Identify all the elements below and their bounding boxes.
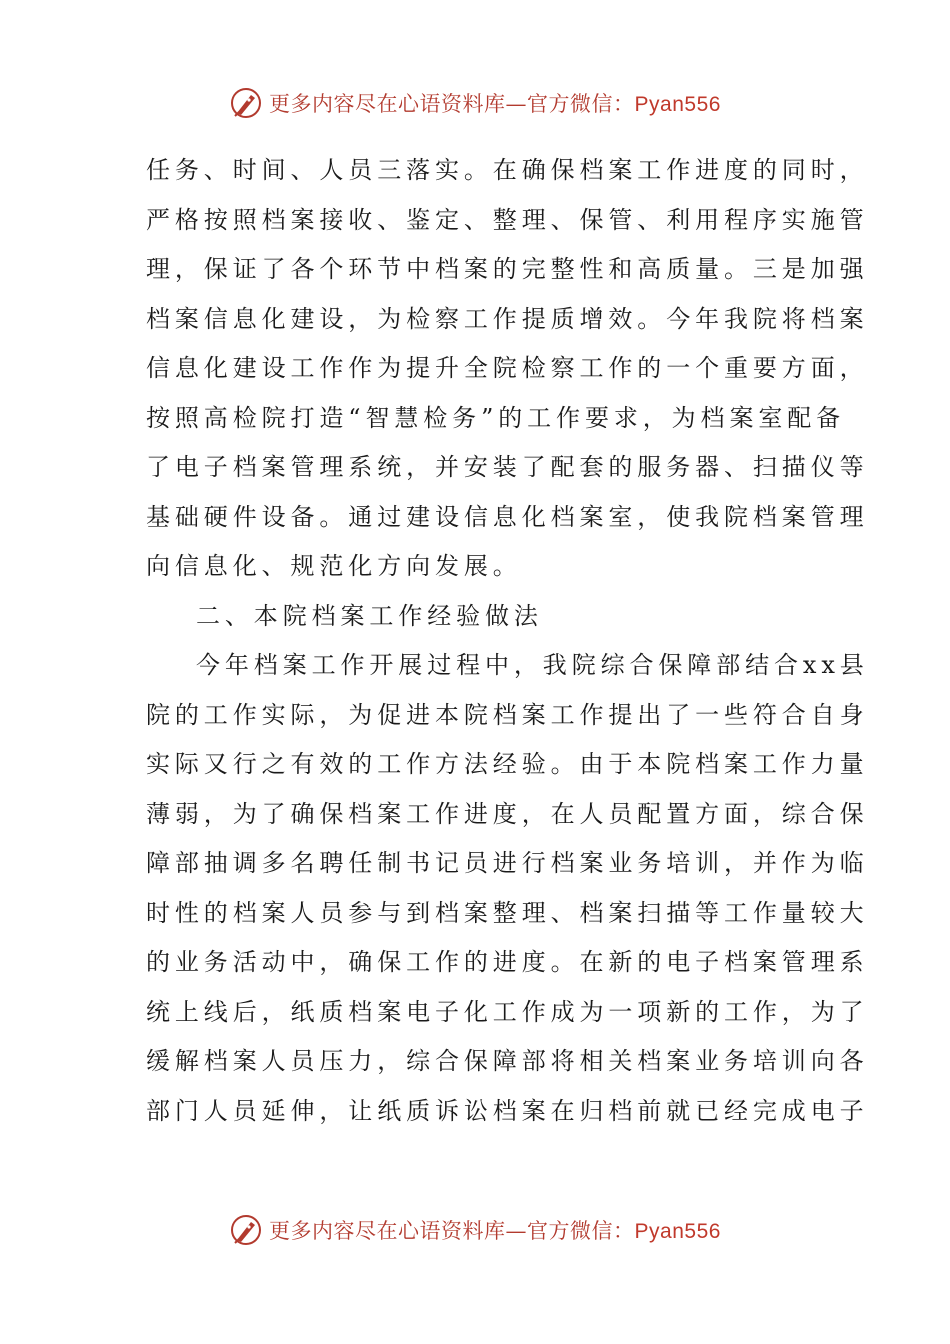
text-line: 部门人员延伸，让纸质诉讼档案在归档前就已经完成电子 [146, 1096, 869, 1125]
header-banner [0, 78, 950, 128]
text-line: 任务、时间、人员三落实。在确保档案工作进度的同时， [146, 156, 869, 184]
banner-text: 更多内容尽在心语资料库—官方微信： [269, 1219, 635, 1243]
text-line: 信息化建设工作作为提升全院检察工作的一个重要方面， [146, 354, 869, 382]
text-line: 薄弱，为了确保档案工作进度，在人员配置方面，综合保 [146, 799, 869, 828]
text-line: 的业务活动中，确保工作的进度。在新的电子档案管理系 [146, 948, 869, 976]
text-line: 缓解档案人员压力，综合保障部将相关档案业务培训向各 [146, 1047, 869, 1075]
text-line: 理，保证了各个环节中档案的完整性和高质量。三是加强 [146, 255, 869, 283]
section-heading: 二、本院档案工作经验做法 [196, 601, 543, 630]
document-body [146, 146, 869, 1136]
pen-nib-logo-icon [229, 86, 263, 120]
text-line: 统上线后，纸质档案电子化工作成为一项新的工作，为了 [146, 997, 869, 1026]
text-line: 档案信息化建设，为检察工作提质增效。今年我院将档案 [146, 304, 869, 333]
text-line: 按照高检院打造“智慧检务”的工作要求，为档案室配备 [146, 403, 846, 432]
paragraph-first-line: 今年档案工作开展过程中，我院综合保障部结合xx县 [196, 651, 869, 679]
text-line: 实际又行之有效的工作方法经验。由于本院档案工作力量 [146, 750, 869, 778]
footer-banner [0, 1205, 950, 1255]
text-line: 基础硬件设备。通过建设信息化档案室，使我院档案管理 [146, 502, 869, 531]
pen-nib-logo-icon [229, 1213, 263, 1247]
text-line: 了电子档案管理系统，并安装了配套的服务器、扫描仪等 [146, 453, 869, 481]
text-line: 严格按照档案接收、鉴定、整理、保管、利用程序实施管 [146, 205, 869, 234]
wechat-id: Pyan556 [634, 1220, 721, 1243]
text-line: 时性的档案人员参与到档案整理、档案扫描等工作量较大 [146, 898, 869, 927]
wechat-id: Pyan556 [634, 93, 721, 116]
text-line: 向信息化、规范化方向发展。 [146, 552, 522, 580]
text-line: 障部抽调多名聘任制书记员进行档案业务培训，并作为临 [146, 849, 869, 877]
text-line: 院的工作实际，为促进本院档案工作提出了一些符合自身 [146, 700, 869, 729]
banner-text: 更多内容尽在心语资料库—官方微信： [269, 92, 635, 116]
